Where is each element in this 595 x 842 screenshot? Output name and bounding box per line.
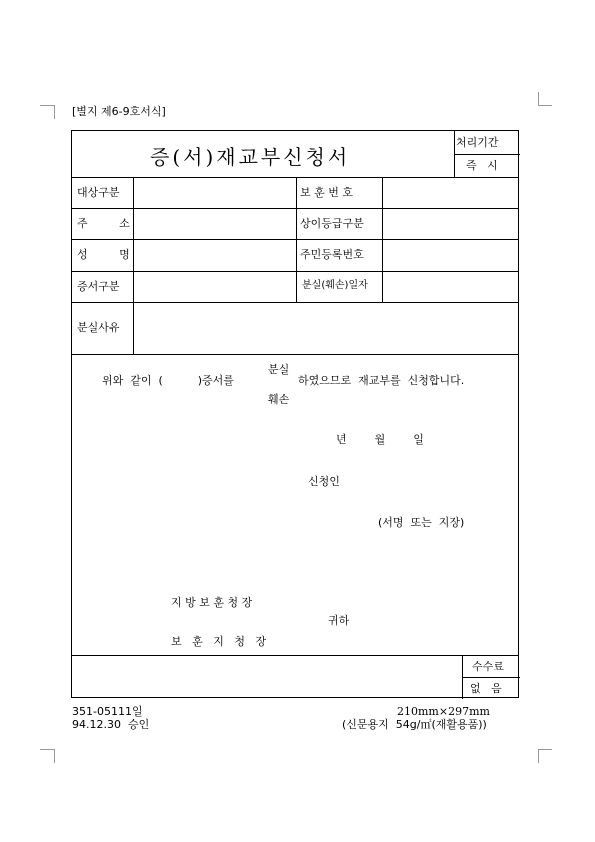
veteran-number-field[interactable] (383, 178, 519, 208)
crop-mark-top-right (538, 105, 552, 106)
loss-reason-field[interactable] (134, 303, 519, 354)
address-label: 주 소 (77, 217, 130, 230)
name-field[interactable] (134, 240, 296, 271)
applicant-label: 신청인 (308, 475, 340, 488)
request-sentence-start: 위와 같이 ( )증서를 (102, 374, 234, 387)
processing-period-value: 즉 시 (466, 159, 498, 172)
request-sentence-end: 하였으므로 재교부를 신청합니다. (298, 374, 465, 387)
target-type-field[interactable] (134, 178, 296, 208)
crop-mark-top-right (538, 92, 539, 106)
crop-mark-top-left (40, 105, 54, 106)
veteran-number-label: 보 훈 번 호 (300, 186, 353, 199)
certificate-type-label: 증서구분 (77, 280, 120, 293)
date-line: 년 월 일 (336, 433, 424, 446)
disability-grade-label: 상이등급구분 (300, 217, 364, 230)
fee-label: 수수료 (472, 660, 504, 673)
loss-date-label: 분실(훼손)일자 (302, 280, 368, 291)
disability-grade-field[interactable] (383, 209, 519, 239)
crop-mark-top-left (54, 105, 55, 119)
recipient-branch-office: 보 훈 지 청 장 (171, 635, 267, 648)
loss-date-field[interactable] (383, 272, 519, 302)
resident-number-label: 주민등록번호 (300, 248, 364, 261)
signature-note: (서명 또는 지장) (378, 516, 465, 529)
option-lost: 분실 (268, 363, 290, 376)
form-title: 증(서)재교부신청서 (150, 145, 351, 169)
fee-value: 없 음 (470, 682, 502, 695)
form-code: 351-05111일 (72, 705, 143, 718)
paper-size: 210mm×297mm (397, 705, 490, 718)
honorific: 귀하 (328, 614, 350, 627)
certificate-type-field[interactable] (134, 272, 296, 302)
form-number: [별지 제6-9호서식] (72, 105, 166, 118)
crop-mark-bottom-right (538, 749, 552, 750)
paper-spec: (신문용지 54g/㎡(재활용품)) (342, 718, 487, 731)
recipient-regional-office: 지 방 보 훈 청 장 (171, 596, 253, 609)
resident-number-field[interactable] (383, 240, 519, 271)
approval-date: 94.12.30 승인 (72, 718, 150, 731)
crop-mark-bottom-left (54, 749, 55, 763)
option-damaged: 훼손 (268, 393, 290, 406)
processing-period-label: 처리기간 (456, 136, 499, 149)
address-field[interactable] (134, 209, 296, 239)
application-form (71, 130, 519, 698)
target-type-label: 대상구분 (77, 186, 120, 199)
name-label: 성 명 (77, 248, 130, 261)
loss-reason-label: 분실사유 (77, 321, 120, 334)
crop-mark-bottom-right (538, 749, 539, 763)
crop-mark-bottom-left (40, 749, 54, 750)
